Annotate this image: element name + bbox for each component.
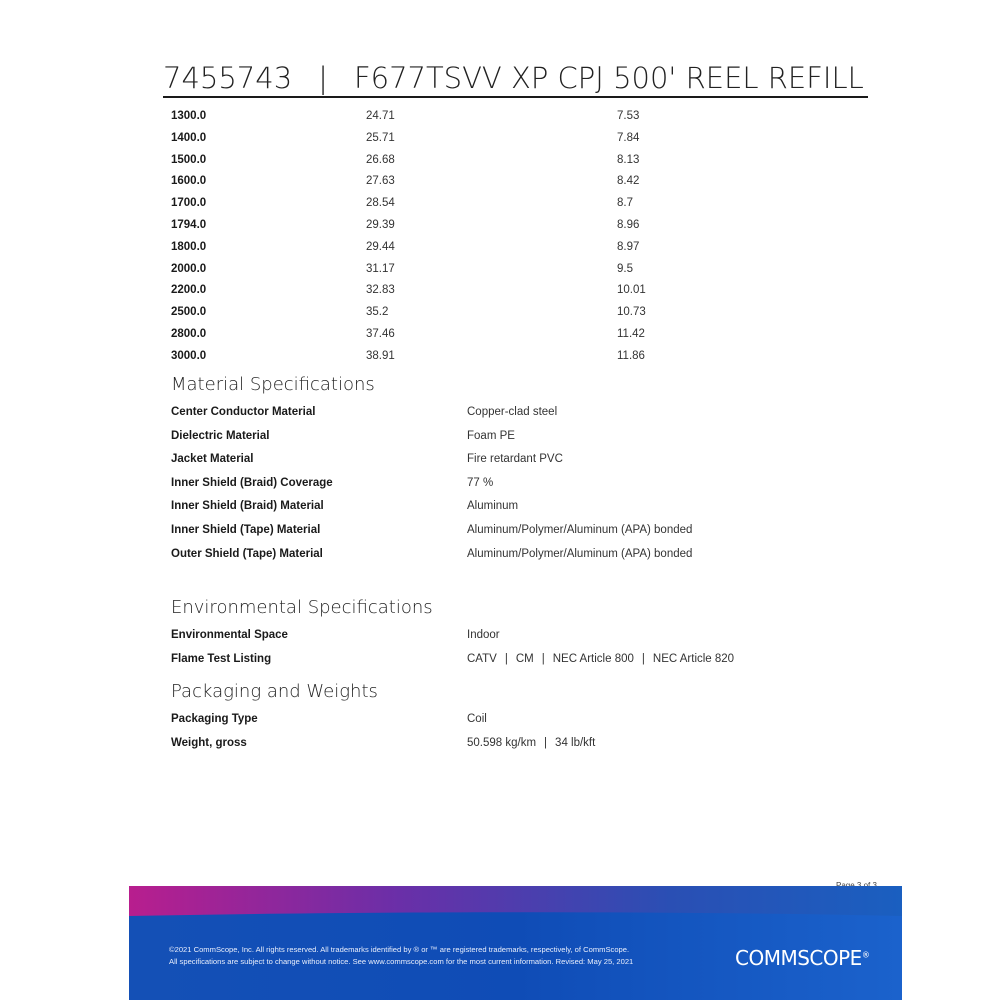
table-row (171, 193, 871, 215)
frequency-cell: 1500.0 (171, 153, 207, 166)
table-row (171, 259, 871, 281)
attenuation-db-100m-cell: 31.17 (366, 262, 395, 275)
spec-label: Packaging Type (171, 713, 258, 725)
material-specifications-heading: Material Specifications (171, 374, 375, 395)
spec-row (171, 448, 871, 472)
spec-value: Foam PE (467, 429, 515, 442)
weight-imperial-value: 34 lb/kft (555, 736, 596, 749)
product-name: F677TSVV XP CPJ 500' REEL REFILL (353, 61, 864, 95)
attenuation-db-100ft-cell: 10.73 (617, 306, 646, 319)
table-row (171, 302, 871, 324)
attenuation-db-100m-cell: 29.44 (366, 240, 395, 253)
attenuation-table (171, 106, 871, 368)
spec-label: Center Conductor Material (171, 406, 316, 418)
attenuation-db-100m-cell: 25.71 (366, 131, 395, 144)
value-separator: | (641, 652, 645, 665)
attenuation-db-100ft-cell: 11.42 (617, 327, 645, 340)
frequency-cell: 1300.0 (171, 110, 207, 122)
attenuation-db-100m-cell: 35.2 (366, 306, 389, 319)
material-specifications-table (171, 401, 871, 566)
frequency-cell: 2500.0 (171, 306, 207, 319)
value-separator: | (544, 736, 548, 749)
table-row (171, 106, 871, 128)
table-row (171, 346, 871, 368)
attenuation-db-100m-cell: 28.54 (366, 197, 395, 210)
flame-listing-value: CATV (467, 652, 497, 665)
attenuation-db-100ft-cell: 10.01 (617, 284, 646, 297)
attenuation-db-100m-cell: 29.39 (366, 218, 395, 231)
frequency-cell: 2800.0 (171, 327, 207, 340)
packaging-weights-table (171, 708, 871, 755)
environmental-specifications-table (171, 624, 871, 671)
spec-label: Environmental Space (171, 629, 288, 641)
spec-row (171, 624, 871, 648)
frequency-cell: 2000.0 (171, 262, 207, 275)
part-number: 7455743 (163, 61, 293, 95)
spec-row (171, 519, 871, 543)
footer-wave-shape (129, 886, 902, 1000)
spec-row (171, 472, 871, 496)
table-row (171, 128, 871, 150)
logo-registered-mark: ® (861, 950, 870, 960)
spec-label: Inner Shield (Braid) Coverage (171, 476, 333, 489)
spec-label: Inner Shield (Tape) Material (171, 523, 321, 536)
logo-text: COMMSCOPE (735, 946, 862, 970)
attenuation-db-100ft-cell: 11.86 (617, 349, 645, 362)
spec-label: Flame Test Listing (171, 652, 272, 665)
attenuation-db-100ft-cell: 7.84 (617, 131, 640, 144)
flame-listing-value: NEC Article 800 (552, 652, 634, 665)
value-separator: | (504, 652, 508, 665)
table-row (171, 324, 871, 346)
spec-value: Coil (467, 713, 487, 725)
document-title (163, 58, 868, 98)
spec-row (171, 543, 871, 567)
environmental-specifications-heading: Environmental Specifications (171, 597, 433, 618)
spec-row (171, 708, 871, 732)
flame-test-values (467, 648, 734, 672)
spec-value: Indoor (467, 629, 500, 641)
spec-row (171, 648, 871, 672)
spec-label: Outer Shield (Tape) Material (171, 547, 323, 560)
table-row (171, 171, 871, 193)
attenuation-db-100ft-cell: 8.7 (617, 197, 633, 210)
frequency-cell: 1700.0 (171, 197, 207, 210)
frequency-cell: 1600.0 (171, 175, 207, 188)
attenuation-db-100m-cell: 38.91 (366, 349, 395, 362)
table-row (171, 215, 871, 237)
weight-metric-value: 50.598 kg/km (467, 736, 537, 749)
spec-value: 77 % (467, 476, 494, 489)
packaging-weights-heading: Packaging and Weights (171, 681, 378, 702)
attenuation-db-100ft-cell: 8.13 (617, 153, 640, 166)
spec-row (171, 401, 871, 425)
spec-row (171, 495, 871, 519)
attenuation-db-100m-cell: 24.71 (366, 110, 395, 122)
spec-label: Dielectric Material (171, 429, 270, 442)
spec-value: Copper-clad steel (467, 406, 558, 418)
spec-label: Jacket Material (171, 453, 254, 466)
title-separator: | (318, 61, 328, 95)
spec-value: Aluminum/Polymer/Aluminum (APA) bonded (467, 523, 693, 536)
attenuation-db-100ft-cell: 8.96 (617, 218, 640, 231)
attenuation-db-100m-cell: 37.46 (366, 327, 395, 340)
flame-listing-value: NEC Article 820 (652, 652, 735, 665)
weight-values (467, 732, 595, 756)
table-row (171, 150, 871, 172)
frequency-cell: 1794.0 (171, 218, 207, 231)
attenuation-db-100ft-cell: 8.42 (617, 175, 640, 188)
spec-value: Fire retardant PVC (467, 453, 563, 466)
spec-row (171, 425, 871, 449)
attenuation-db-100m-cell: 26.68 (366, 153, 395, 166)
frequency-cell: 3000.0 (171, 349, 207, 362)
flame-listing-value: CM (515, 652, 534, 665)
spec-value: Aluminum (467, 500, 519, 513)
frequency-cell: 1400.0 (171, 131, 207, 144)
commscope-logo (735, 946, 869, 970)
attenuation-db-100ft-cell: 9.5 (617, 262, 633, 275)
table-row (171, 237, 871, 259)
attenuation-db-100m-cell: 32.83 (366, 284, 395, 297)
attenuation-db-100ft-cell: 8.97 (617, 240, 640, 253)
frequency-cell: 1800.0 (171, 240, 207, 253)
footer-legal-text: ©2021 CommScope, Inc. All rights reserved. All trademarks identified by ® or ™ are registered trademarks, respectively, of CommScope. All specifications are subject to change without notice. See www.commscope.com for the most current information. Revised: May 25, 2021 (169, 945, 634, 966)
spec-row (171, 732, 871, 756)
spec-label: Weight, gross (171, 736, 247, 749)
footer-banner (129, 886, 902, 1000)
table-row (171, 280, 871, 302)
value-separator: | (541, 652, 545, 665)
attenuation-db-100m-cell: 27.63 (366, 175, 395, 188)
spec-label: Inner Shield (Braid) Material (171, 500, 324, 513)
spec-value: Aluminum/Polymer/Aluminum (APA) bonded (467, 547, 693, 560)
frequency-cell: 2200.0 (171, 284, 207, 297)
attenuation-db-100ft-cell: 7.53 (617, 110, 640, 122)
